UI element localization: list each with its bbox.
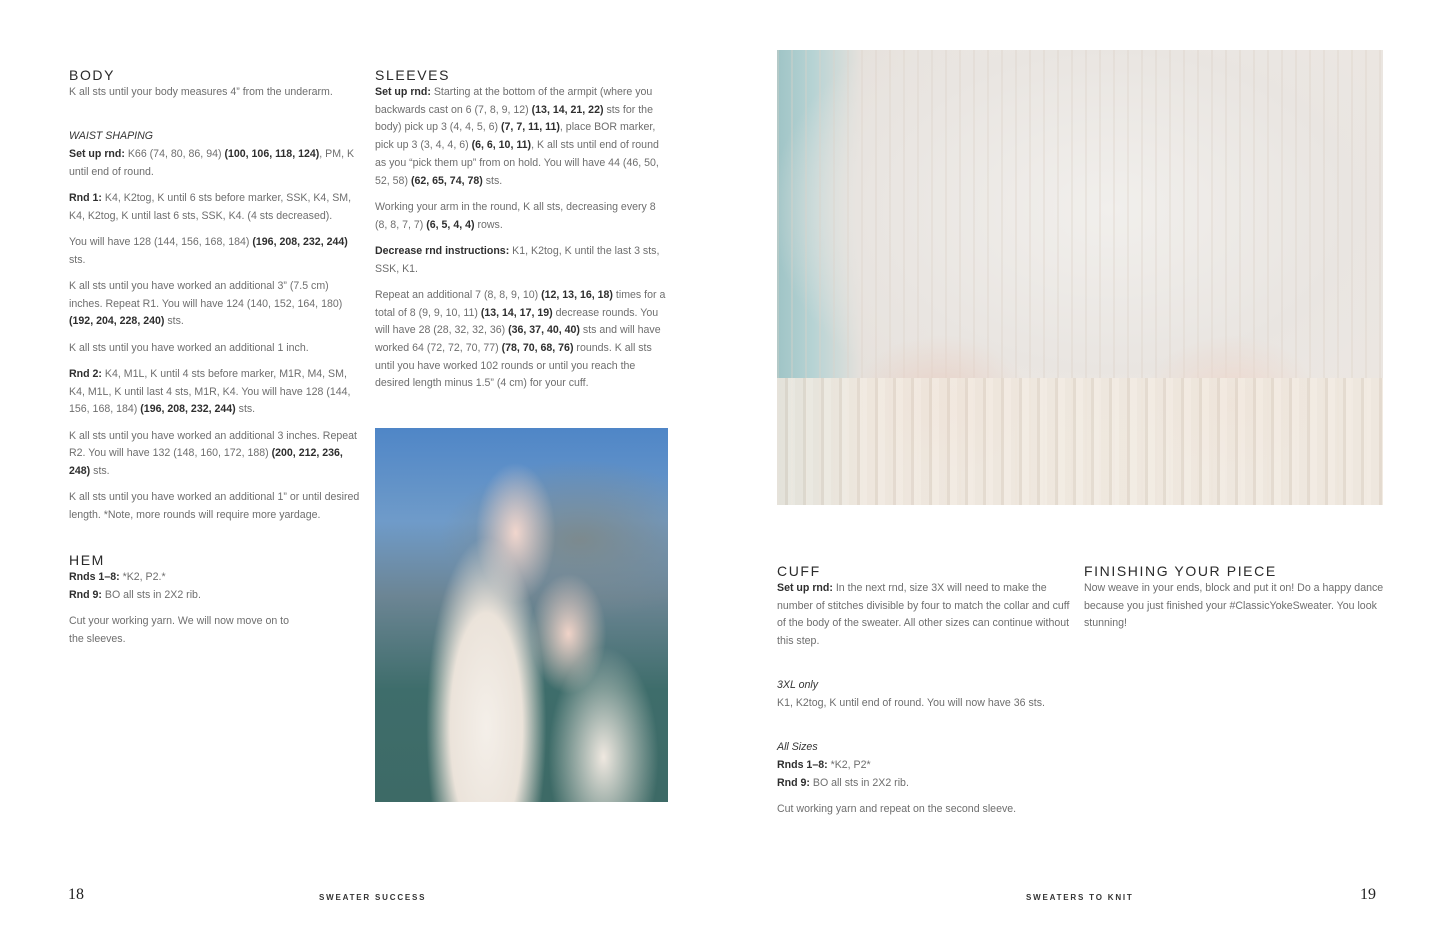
page-number-right: 19 [1360, 886, 1376, 903]
cuff-all-sizes-subheading: All Sizes [777, 741, 818, 754]
cuff-setup-round: Set up rnd: In the next rnd, size 3X will need to make the number of stitches divisible by four to match the collar and cuff of the body of the sweater. All other sizes can continue without this step. [777, 582, 1070, 648]
finishing-text: Now weave in your ends, block and put it on! Do a happy dance because you just finished your #ClassicYokeSweater. You look stunning! [1084, 582, 1384, 630]
waist-round-2: Rnd 2: K4, M1L, K until 4 sts before marker, M1R, M4, SM, K4, M1L, K until last 4 sts, M1R, K4. You will have 128 (144, 156, 168, 184) (196, 208, 232, 244) sts. [69, 368, 351, 416]
sleeve-cuff-photo [375, 428, 668, 802]
sweater-hem-photo [777, 50, 1383, 505]
waist-setup-round: Set up rnd: K66 (74, 80, 86, 94) (100, 106, 118, 124), PM, K until end of round. [69, 148, 355, 178]
running-head-left: SWEATER SUCCESS [319, 893, 427, 902]
sleeves-repeat: Repeat an additional 7 (8, 8, 9, 10) (12, 13, 16, 18) times for a total of 8 (9, 9, 10, 11) (13, 14, 17, 19) decrease rounds. You will have 28 (28, 32, 32, 36) (36, 37, 40, 40) sts and will have worked 64 (72, 72, 70, 77) (78, 70, 68, 76) rounds. K all sts until you have worked 102 rounds or until you reach the desired length minus 1.5” (4 cm) for your cuff. [375, 288, 666, 390]
waist-repeat-2: K all sts until you have worked an additional 3 inches. Repeat R2. You will have 132 (148, 160, 172, 188) (200, 212, 236, 248) sts. [69, 429, 357, 478]
finishing-heading: FINISHING YOUR PIECE [1084, 563, 1277, 579]
sleeves-decrease-instructions: Decrease rnd instructions: K1, K2tog, K until the last 3 sts, SSK, K1. [375, 244, 660, 275]
hem-closing: Cut your working yarn. We will now move on to the sleeves. [69, 615, 290, 646]
hem-round-9: Rnd 9: BO all sts in 2X2 rib. [69, 589, 201, 602]
body-intro: K all sts until your body measures 4” from the underarm. [69, 86, 333, 98]
cuff-closing: Cut working yarn and repeat on the second sleeve. [777, 803, 1017, 816]
cuff-3xl-text: K1, K2tog, K until end of round. You will now have 36 sts. [777, 697, 1045, 710]
sleeves-heading: SLEEVES [375, 67, 451, 83]
sleeves-column [375, 66, 668, 402]
cuff-column [777, 562, 1073, 827]
sleeves-setup-round: Set up rnd: Starting at the bottom of the armpit (where you backwards cast on 6 (7, 8, 9, 12) (13, 14, 21, 22) sts for the body) pick up 3 (4, 4, 5, 6) (7, 7, 11, 11), place BOR marker, pick up 3 (3, 4, 4, 6) (6, 6, 10, 11), K all sts until end of round as you “pick them up” from on hold. You will have 44 (46, 50, 52, 58) (62, 65, 74, 78) sts. [375, 86, 659, 187]
waist-final-length: K all sts until you have worked an additional 1” or until desired length. *Note, more rounds will require more yardage. [69, 491, 360, 522]
page-number-left: 18 [68, 886, 84, 903]
hem-rounds-1-8: Rnds 1–8: *K2, P2.* [69, 571, 166, 584]
body-column [69, 66, 361, 657]
body-heading: BODY [69, 67, 116, 83]
waist-repeat-1: K all sts until you have worked an additional 3” (7.5 cm) inches. Repeat R1. You will have 124 (140, 152, 164, 180) (192, 204, 228, 240) sts. [69, 280, 343, 328]
waist-shaping-subheading: WAIST SHAPING [69, 130, 153, 143]
waist-round-1: Rnd 1: K4, K2tog, K until 6 sts before marker, SSK, K4, SM, K4, K2tog, K until last 6 sts, SSK, K4. (4 sts decreased). [69, 192, 352, 222]
cuff-rounds-1-8: Rnds 1–8: *K2, P2* [777, 759, 871, 772]
cuff-heading: CUFF [777, 563, 821, 579]
running-head-right: SWEATERS TO KNIT [1026, 893, 1134, 902]
cuff-3xl-subheading: 3XL only [777, 679, 819, 692]
cuff-round-9: Rnd 9: BO all sts in 2X2 rib. [777, 776, 909, 789]
waist-stitch-count-1: You will have 128 (144, 156, 168, 184) (196, 208, 232, 244) sts. [69, 236, 348, 266]
sleeves-working-round: Working your arm in the round, K all sts, decreasing every 8 (8, 8, 7, 7) (6, 5, 4, 4) rows. [375, 200, 656, 231]
waist-additional-inch: K all sts until you have worked an additional 1 inch. [69, 341, 309, 354]
finishing-column [1084, 562, 1384, 642]
hem-heading: HEM [69, 552, 105, 569]
